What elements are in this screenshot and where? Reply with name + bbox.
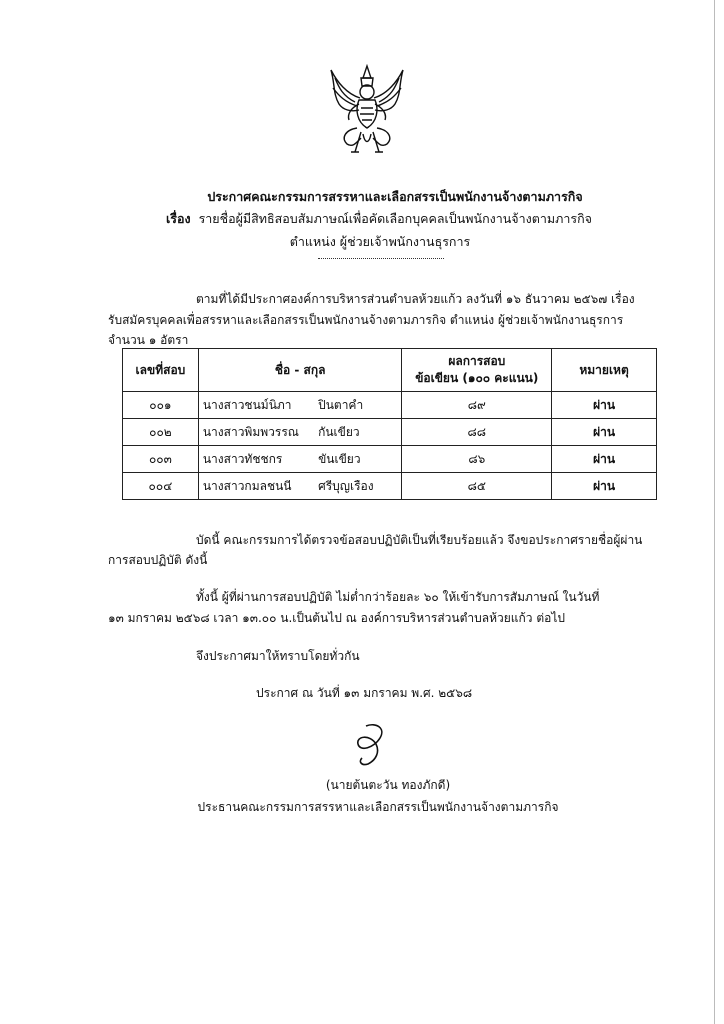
table-row: [123, 473, 657, 500]
score-cell: ๘๖: [402, 446, 552, 473]
subject-line: [166, 209, 592, 229]
position-line: ตำแหน่ง ผู้ช่วยเจ้าพนักงานธุรการ: [289, 234, 471, 249]
announcement-title: ประกาศคณะกรรมการสรรหาและเลือกสรรเป็นพนักงานจ้างตามภารกิจ: [207, 189, 583, 204]
subject-text: รายชื่อผู้มีสิทธิสอบสัมภาษณ์เพื่อคัดเลือกบุคคลเป็นพนักงานจ้างตามภารกิจ: [198, 211, 592, 226]
surname-cell: ศรีบุญเรือง: [314, 473, 402, 500]
first-name-cell: นางสาวชนม์นิภา: [198, 392, 314, 419]
signatory-title: ประธานคณะกรรมการสรรหาและเลือกสรรเป็นพนักงานจ้างตามภารกิจ: [197, 800, 559, 814]
exam-id-cell: ๐๐๔: [123, 473, 199, 500]
signature: [346, 722, 396, 768]
first-name-cell: นางสาวทัชชกร: [198, 446, 314, 473]
para3-line-1: ทั้งนี้ ผู้ที่ผ่านการสอบปฏิบัติ ไม่ต่ำกว่าร้อยละ ๖๐ ให้เข้ารับการสัมภาษณ์ ในวันที่: [196, 590, 600, 604]
results-table: [122, 348, 657, 500]
exam-id-cell: ๐๐๒: [123, 419, 199, 446]
remark-cell: ผ่าน: [552, 392, 657, 419]
first-name-cell: นางสาวพิมพวรรณ: [198, 419, 314, 446]
subject-label: เรื่อง: [166, 211, 191, 226]
header-score-line1: ผลการสอบ: [448, 354, 506, 368]
para2-line-2: การสอบปฏิบัติ ดังนี้: [108, 553, 208, 567]
header-remark: หมายเหตุ: [552, 349, 657, 392]
surname-cell: กันเขียว: [314, 419, 402, 446]
header-score-line2: ข้อเขียน (๑๐๐ คะแนน): [415, 371, 539, 385]
first-name-cell: นางสาวกมลชนนี: [198, 473, 314, 500]
header-exam-id: เลขที่สอบ: [123, 349, 199, 392]
score-cell: ๘๙: [402, 392, 552, 419]
table-header-row: [123, 349, 657, 392]
intro-line-1: ตามที่ได้มีประกาศองค์การบริหารส่วนตำบลห้วยแก้ว ลงวันที่ ๑๖ ธันวาคม ๒๕๖๗ เรื่อง: [196, 292, 635, 306]
score-cell: ๘๕: [402, 473, 552, 500]
garuda-emblem: [325, 64, 409, 158]
intro-line-3: จำนวน ๑ อัตรา: [108, 333, 189, 347]
para3-line-2: ๑๓ มกราคม ๒๕๖๘ เวลา ๑๓.๐๐ น.เป็นต้นไป ณ องค์การบริหารส่วนตำบลห้วยแก้ว ต่อไป: [108, 611, 565, 625]
header-name: ชื่อ - สกุล: [198, 349, 402, 392]
exam-id-cell: ๐๐๓: [123, 446, 199, 473]
date-line: ประกาศ ณ วันที่ ๑๓ มกราคม พ.ศ. ๒๕๖๘: [256, 686, 473, 700]
score-cell: ๘๘: [402, 419, 552, 446]
signatory-name: (นายต้นตะวัน ทองภักดี): [325, 778, 451, 792]
header-divider: [318, 258, 444, 259]
table-row: [123, 392, 657, 419]
scan-edge-line: [714, 0, 715, 1024]
remark-cell: ผ่าน: [552, 446, 657, 473]
intro-line-2: รับสมัครบุคคลเพื่อสรรหาและเลือกสรรเป็นพนักงานจ้างตามภารกิจ ตำแหน่ง ผู้ช่วยเจ้าพนักงานธุรการ: [108, 313, 624, 327]
remark-cell: ผ่าน: [552, 419, 657, 446]
remark-cell: ผ่าน: [552, 473, 657, 500]
table-row: [123, 446, 657, 473]
table-row: [123, 419, 657, 446]
para2-line-1: บัดนี้ คณะกรรมการได้ตรวจข้อสอบปฏิบัติเป็นที่เรียบร้อยแล้ว จึงขอประกาศรายชื่อผู้ผ่าน: [196, 533, 643, 547]
header-score: [402, 349, 552, 392]
announce-line: จึงประกาศมาให้ทราบโดยทั่วกัน: [196, 649, 360, 663]
surname-cell: ปินตาคำ: [314, 392, 402, 419]
surname-cell: ขันเขียว: [314, 446, 402, 473]
exam-id-cell: ๐๐๑: [123, 392, 199, 419]
